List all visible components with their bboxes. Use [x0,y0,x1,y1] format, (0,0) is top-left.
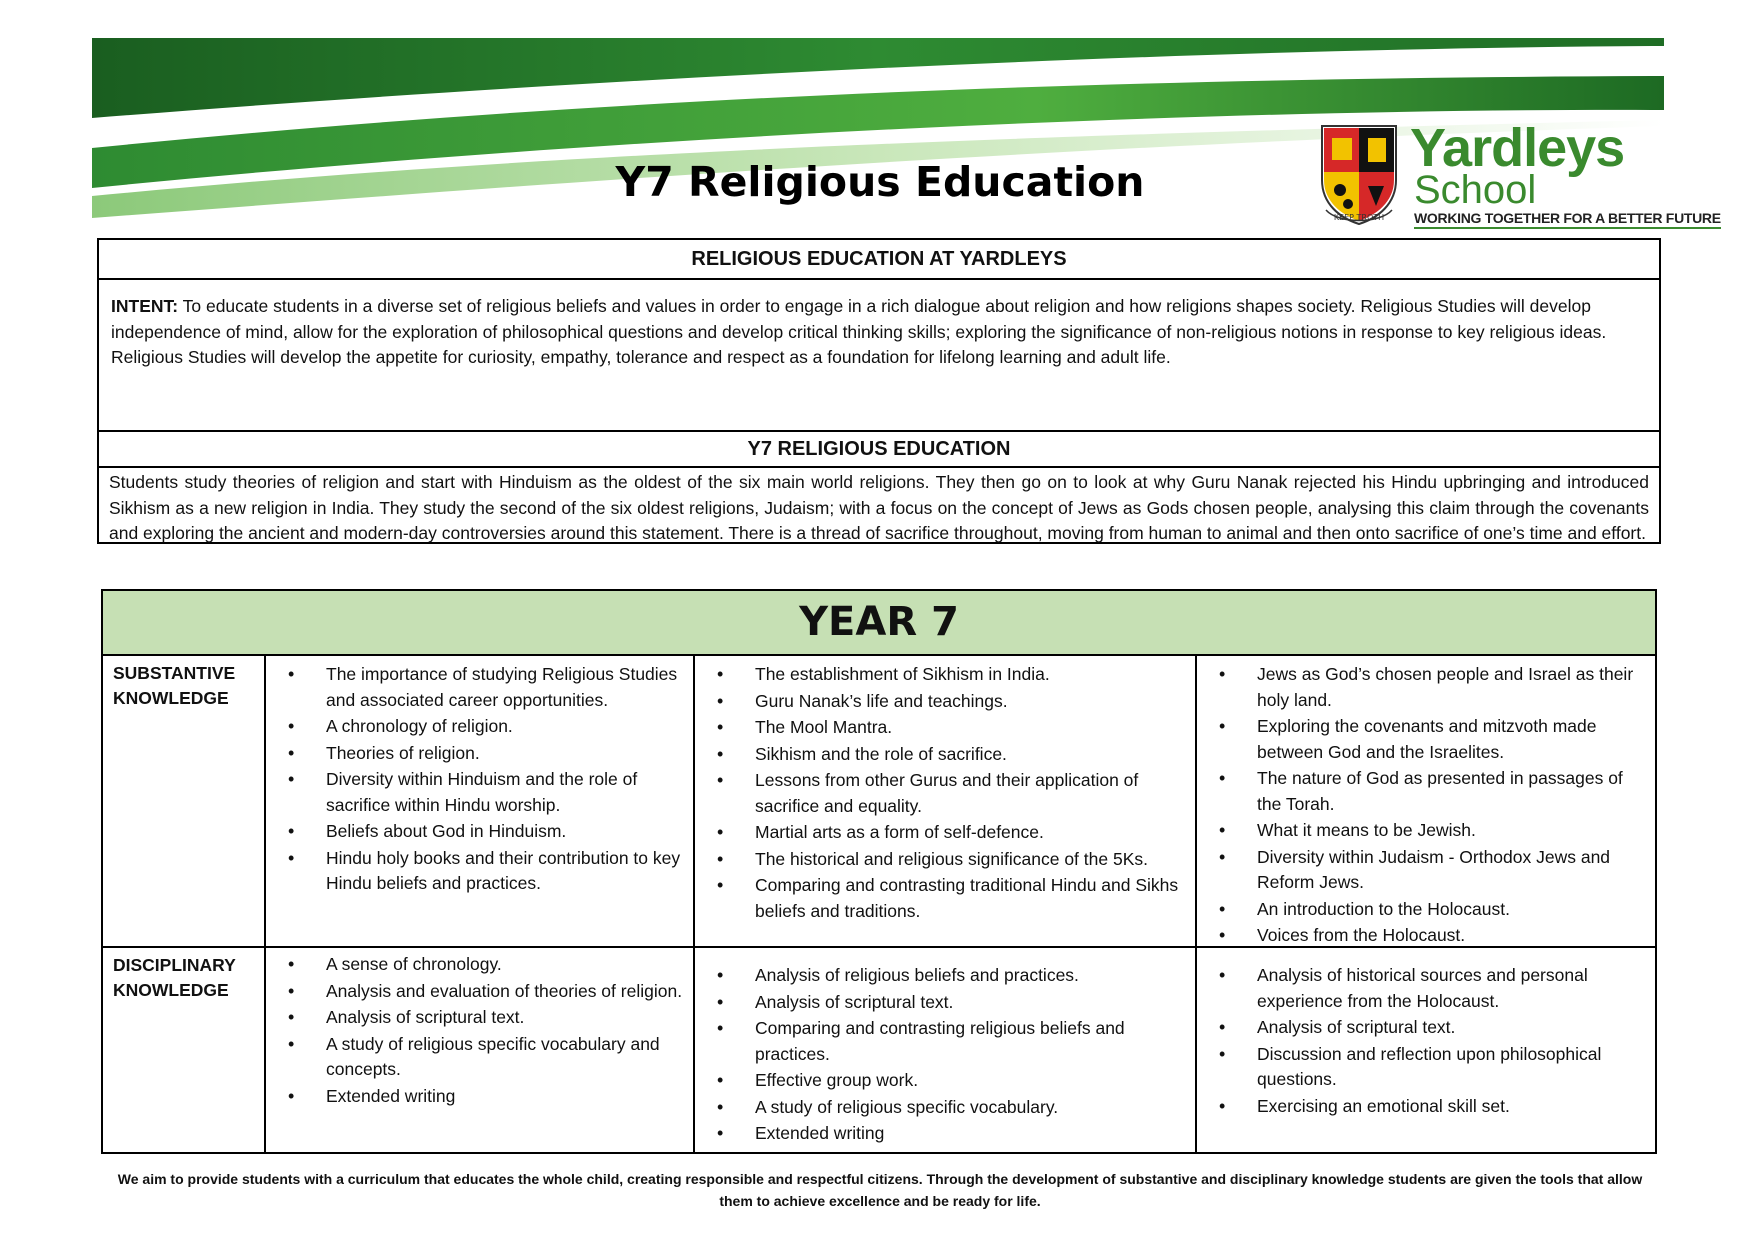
school-crest-icon [1318,122,1400,226]
list-item: • Lessons from other Gurus and their application of sacrifice and equality. [695,768,1195,819]
list-item: • Extended writing [695,1121,1195,1147]
list-item: • The historical and religious significance of the 5Ks. [695,847,1195,873]
list-item: • The nature of God as presented in passages of the Torah. [1197,766,1655,817]
list-item: • The establishment of Sikhism in India. [695,662,1195,688]
list-item: • Analysis of scriptural text. [266,1005,693,1031]
list-item: • Hindu holy books and their contribution to key Hindu beliefs and practices. [266,846,693,897]
page-title: Y7 Religious Education [615,158,1145,206]
column-hinduism [266,656,695,946]
intent-label: INTENT: [111,296,179,316]
logo-tagline: WORKING TOGETHER FOR A BETTER FUTURE [1414,210,1721,229]
substantive-knowledge-row [103,656,1655,948]
footer-statement: We aim to provide students with a curriculum that educates the whole child, creating responsible and respectful citizens. Through the development of substantive and disciplinary knowledge students are given the tools that allow them to achieve excellence and be ready for life. [117,1171,1643,1209]
year-7-table [101,589,1657,1154]
list-item: • The Mool Mantra. [695,715,1195,741]
list-item: • Extended writing [266,1084,693,1110]
list-item: • Analysis of scriptural text. [695,990,1195,1016]
school-logo [1318,118,1721,236]
intent-text: To educate students in a diverse set of religious beliefs and values in order to engage in a rich dialogue about religion and how religions shapes society. Religious Studies will develop independence of mind, allow for the exploration of philosophical questions and develop critical thinking skills; exploring the significance of non-religious notions in response to key religious ideas. Religious Studies will develop the appetite for curiosity, empathy, tolerance and respect as a foundation for lifelong learning and adult life. [111,296,1607,367]
disciplinary-knowledge-row [103,948,1655,1152]
column-hinduism [266,948,695,1152]
list-item: • Analysis of historical sources and personal experience from the Holocaust. [1197,963,1655,1014]
list-item: • Discussion and reflection upon philosophical questions. [1197,1042,1655,1093]
list-item: • Analysis and evaluation of theories of religion. [266,979,693,1005]
logo-school: School [1414,168,1537,212]
row-label: DISCIPLINARY KNOWLEDGE [103,948,266,1152]
list-item: • An introduction to the Holocaust. [1197,897,1655,923]
intent-section [97,238,1661,544]
list-item: • A study of religious specific vocabulary. [695,1095,1195,1121]
list-item: • Sikhism and the role of sacrifice. [695,742,1195,768]
list-item: • A chronology of religion. [266,714,693,740]
y7-paragraph: Students study theories of religion and start with Hinduism as the oldest of the six main world religions. They then go on to look at why Guru Nanak rejected his Hindu upbringing and introduced Sikhism as a new religion in India. They study the second of the six oldest religions, Judaism; with a focus on the concept of Jews as Gods chosen people, analysing this claim through the covenants and exploring the ancient and modern-day controversies around this statement. There is a thread of sacrifice throughout, moving from human to animal and then onto sacrifice of one’s time and effort. [109,472,1649,543]
list-item: • Theories of religion. [266,741,693,767]
list-item: • The importance of studying Religious Studies and associated career opportunities. [266,662,693,713]
list-item: • Effective group work. [695,1068,1195,1094]
list-item: • Exercising an emotional skill set. [1197,1094,1655,1120]
y7-heading: Y7 RELIGIOUS EDUCATION [99,432,1659,468]
list-item: • Jews as God’s chosen people and Israel as their holy land. [1197,662,1655,713]
list-item: • Comparing and contrasting traditional Hindu and Sikhs beliefs and traditions. [695,873,1195,924]
list-item: • A study of religious specific vocabulary and concepts. [266,1032,693,1083]
list-item: • Diversity within Hinduism and the role of sacrifice within Hindu worship. [266,767,693,818]
intent-heading: RELIGIOUS EDUCATION AT YARDLEYS [99,240,1659,280]
list-item: • What it means to be Jewish. [1197,818,1655,844]
year-heading: YEAR 7 [103,591,1655,656]
list-item: • Comparing and contrasting religious beliefs and practices. [695,1016,1195,1067]
list-item: • Beliefs about God in Hinduism. [266,819,693,845]
list-item: • A sense of chronology. [266,952,693,978]
row-label: SUBSTANTIVE KNOWLEDGE [103,656,266,946]
crest-motto: KEEP TROTH [1333,213,1385,222]
logo-name: Yardleys [1410,118,1625,178]
column-judaism [1197,656,1655,946]
list-item: • Exploring the covenants and mitzvoth made between God and the Israelites. [1197,714,1655,765]
column-sikhism [695,948,1197,1152]
column-sikhism [695,656,1197,946]
column-judaism [1197,948,1655,1152]
list-item: • Diversity within Judaism - Orthodox Jews and Reform Jews. [1197,845,1655,896]
intent-paragraph [99,280,1659,432]
list-item: • Analysis of scriptural text. [1197,1015,1655,1041]
list-item: • Analysis of religious beliefs and practices. [695,963,1195,989]
list-item: • Martial arts as a form of self-defence. [695,820,1195,846]
list-item: • Voices from the Holocaust. [1197,923,1655,949]
list-item: • Guru Nanak’s life and teachings. [695,689,1195,715]
